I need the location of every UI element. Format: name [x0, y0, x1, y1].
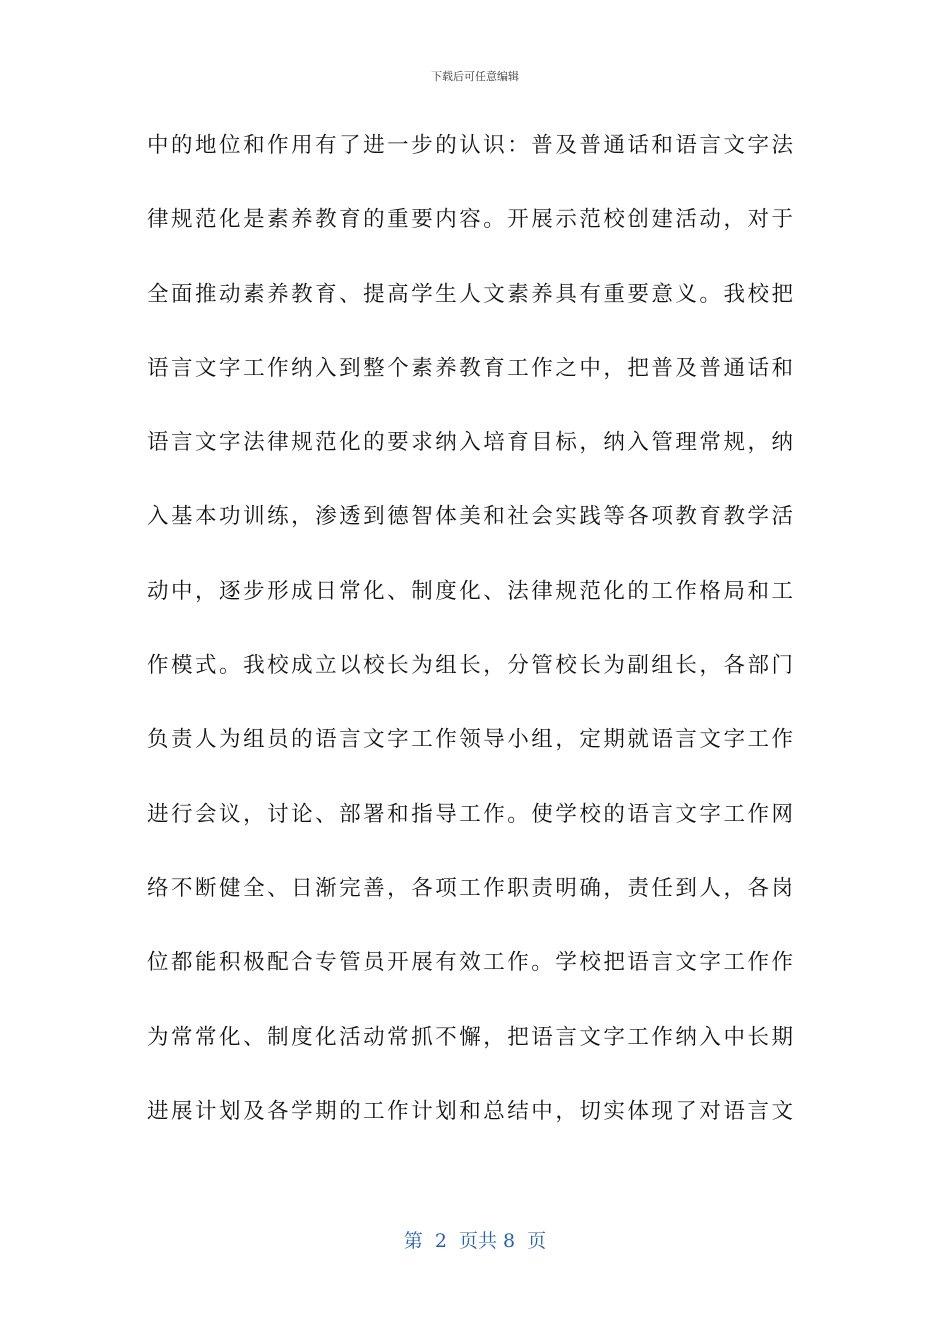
text-line: 进展计划及各学期的工作计划和总结中，切实体现了对语言文 — [147, 1098, 793, 1124]
text-line: 作模式。我校成立以校长为组长，分管校长为副组长，各部门 — [147, 653, 793, 679]
text-line: 负责人为组员的语言文字工作领导小组，定期就语言文字工作 — [147, 727, 793, 753]
text-line: 律规范化是素养教育的重要内容。开展示范校创建活动，对于 — [147, 207, 793, 233]
text-line: 进行会议，讨论、部署和指导工作。使学校的语言文字工作网 — [147, 801, 793, 827]
text-line: 为常常化、制度化活动常抓不懈，把语言文字工作纳入中长期 — [147, 1024, 793, 1050]
text-line: 全面推动素养教育、提高学生人文素养具有重要意义。我校把 — [147, 281, 793, 307]
text-line: 语言文字法律规范化的要求纳入培育目标，纳入管理常规，纳 — [147, 430, 793, 456]
text-line: 动中，逐步形成日常化、制度化、法律规范化的工作格局和工 — [147, 578, 793, 604]
text-line: 位都能积极配合专管员开展有效工作。学校把语言文字工作作 — [147, 950, 793, 976]
text-line: 络不断健全、日渐完善，各项工作职责明确，责任到人，各岗 — [147, 875, 793, 901]
text-line: 中的地位和作用有了进一步的认识：普及普通话和语言文字法 — [147, 133, 793, 158]
text-line: 入基本功训练，渗透到德智体美和社会实践等各项教育教学活 — [147, 504, 793, 530]
page-header: 下载后可任意编辑 — [431, 70, 519, 83]
text-line: 语言文字工作纳入到整个素养教育工作之中，把普及普通话和 — [147, 355, 793, 381]
body-text — [147, 126, 793, 1166]
page-number-footer: 第 2 页共 8 页 — [403, 1230, 547, 1252]
